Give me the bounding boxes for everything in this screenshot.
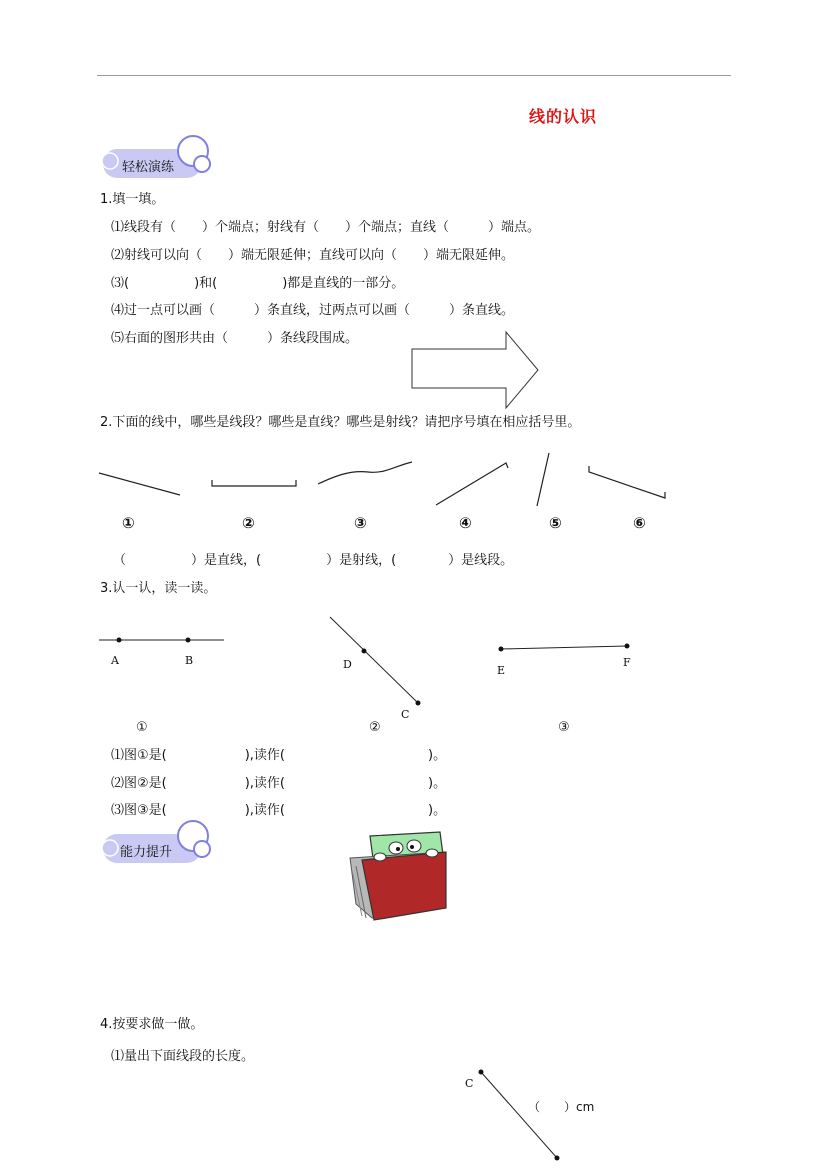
q3-figure-label-1: ①: [136, 720, 148, 735]
q2-label-3: ③: [354, 514, 367, 532]
q3-label-b: B: [185, 654, 194, 667]
q2-label-4: ④: [459, 514, 472, 532]
q3-label-a: A: [111, 654, 119, 667]
q1-item-3: ⑶( )和( )都是直线的一部分。: [111, 276, 405, 291]
q2-answer: （ ）是直线，( ）是射线，( ）是线段。: [113, 553, 514, 568]
section-label-easy: 轻松演练: [122, 160, 175, 175]
q4-point-end: [555, 1156, 560, 1161]
q1-item-4: ⑷过一点可以画（ ）条直线，过两点可以画（ ）条直线。: [111, 303, 515, 318]
q2-heading: 2.下面的线中，哪些是线段？哪些是直线？哪些是射线？请把序号填在相应括号里。: [100, 415, 581, 430]
page-title: 线的认识: [529, 107, 598, 126]
q3-item-2: ⑵图②是( ),读作( )。: [111, 776, 447, 791]
q1-heading: 1.填一填。: [100, 192, 165, 207]
q2-label-2: ②: [242, 514, 255, 532]
q3-figure-label-3: ③: [558, 720, 570, 735]
q3-label-d: D: [343, 658, 352, 671]
section-label-ability: 能力提升: [120, 845, 173, 860]
q1-item-1: ⑴线段有（ ）个端点；射线有（ ）个端点；直线（ ）端点。: [111, 220, 541, 235]
q3-item-3: ⑶图③是( ),读作( )。: [111, 803, 447, 818]
q4-sub: ⑴量出下面线段的长度。: [111, 1049, 255, 1064]
q4-point-c: [479, 1070, 484, 1075]
q3-label-f: F: [623, 656, 631, 669]
q3-item-1: ⑴图①是( ),读作( )。: [111, 748, 447, 763]
q4-segment: [481, 1072, 557, 1158]
q3-label-c: C: [401, 708, 410, 721]
q1-item-5: ⑸右面的图形共由（ ）条线段围成。: [111, 331, 359, 346]
q3-heading: 3.认一认，读一读。: [100, 581, 217, 596]
q2-label-1: ①: [122, 514, 135, 532]
q3-figure-label-2: ②: [369, 720, 381, 735]
q4-label-c: C: [465, 1077, 474, 1090]
q4-heading: 4.按要求做一做。: [100, 1017, 204, 1032]
q2-label-6: ⑥: [633, 514, 646, 532]
q2-label-5: ⑤: [549, 514, 562, 532]
q3-label-e: E: [497, 664, 506, 677]
q1-item-2: ⑵射线可以向（ ）端无限延伸；直线可以向（ ）端无限延伸。: [111, 248, 515, 263]
q4-measure: （ ）cm: [528, 1100, 595, 1114]
